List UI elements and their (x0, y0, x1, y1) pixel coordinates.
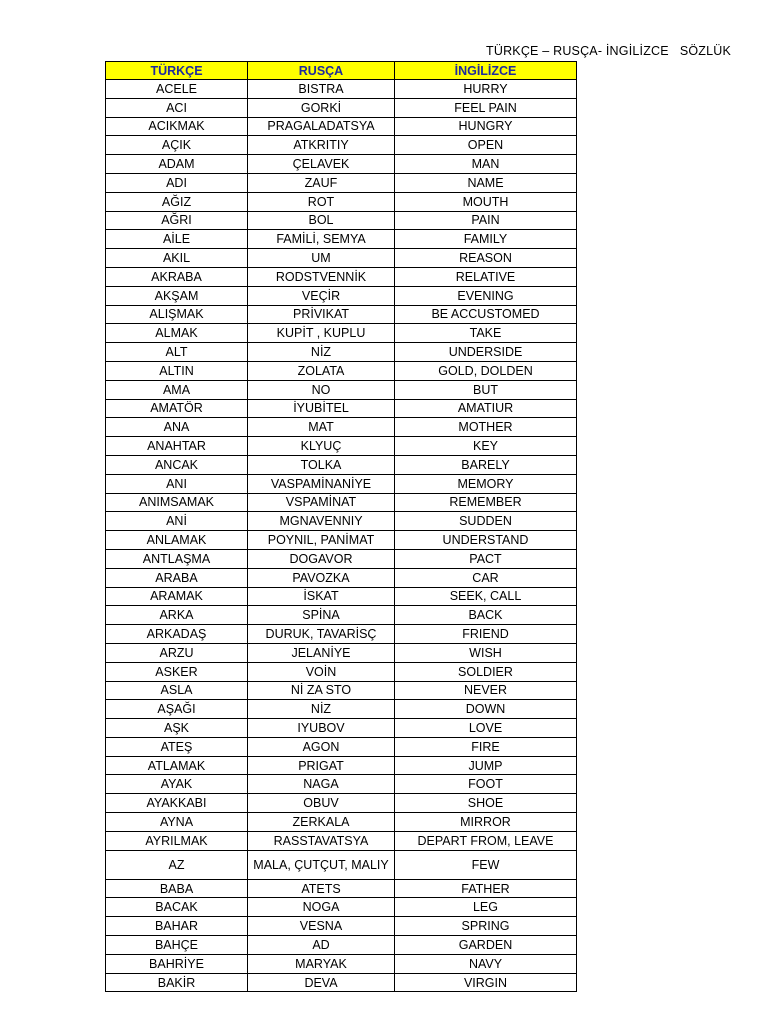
english-cell: BACK (395, 606, 577, 625)
turkish-cell: ASLA (106, 681, 248, 700)
turkish-cell: AŞK (106, 719, 248, 738)
table-row (106, 136, 577, 155)
russian-cell: GORKİ (248, 98, 395, 117)
table-row (106, 155, 577, 174)
english-cell: LOVE (395, 719, 577, 738)
english-cell: NAME (395, 173, 577, 192)
russian-cell: NİZ (248, 343, 395, 362)
english-cell: FATHER (395, 879, 577, 898)
turkish-cell: AZ (106, 850, 248, 879)
turkish-cell: BAKİR (106, 973, 248, 992)
table-row (106, 286, 577, 305)
russian-cell: IYUBOV (248, 719, 395, 738)
turkish-cell: AMA (106, 380, 248, 399)
russian-cell: VESNA (248, 917, 395, 936)
turkish-cell: ANA (106, 418, 248, 437)
english-cell: MIRROR (395, 813, 577, 832)
english-cell: BE ACCUSTOMED (395, 305, 577, 324)
table-row (106, 606, 577, 625)
turkish-cell: AKRABA (106, 267, 248, 286)
table-row (106, 756, 577, 775)
english-cell: BUT (395, 380, 577, 399)
table-row (106, 568, 577, 587)
table-row (106, 211, 577, 230)
english-cell: MEMORY (395, 474, 577, 493)
turkish-cell: ATEŞ (106, 737, 248, 756)
turkish-cell: ATLAMAK (106, 756, 248, 775)
english-cell: EVENING (395, 286, 577, 305)
turkish-cell: AYRILMAK (106, 831, 248, 850)
turkish-cell: BACAK (106, 898, 248, 917)
english-cell: VIRGIN (395, 973, 577, 992)
table-row (106, 230, 577, 249)
russian-cell: FAMİLİ, SEMYA (248, 230, 395, 249)
table-row (106, 775, 577, 794)
english-cell: SEEK, CALL (395, 587, 577, 606)
russian-cell: VEÇİR (248, 286, 395, 305)
russian-cell: RODSTVENNİK (248, 267, 395, 286)
english-cell: SUDDEN (395, 512, 577, 531)
english-cell: FOOT (395, 775, 577, 794)
english-cell: BARELY (395, 455, 577, 474)
table-row (106, 474, 577, 493)
english-cell: MOTHER (395, 418, 577, 437)
russian-cell: VOİN (248, 662, 395, 681)
russian-cell: NİZ (248, 700, 395, 719)
turkish-cell: BAHAR (106, 917, 248, 936)
table-row (106, 324, 577, 343)
turkish-cell: ALMAK (106, 324, 248, 343)
turkish-cell: ANTLAŞMA (106, 549, 248, 568)
english-cell: PACT (395, 549, 577, 568)
turkish-cell: ACELE (106, 80, 248, 99)
table-row (106, 879, 577, 898)
english-cell: FAMILY (395, 230, 577, 249)
turkish-cell: AKIL (106, 249, 248, 268)
english-cell: CAR (395, 568, 577, 587)
russian-cell: DEVA (248, 973, 395, 992)
russian-cell: MARYAK (248, 954, 395, 973)
turkish-cell: ADAM (106, 155, 248, 174)
table-row (106, 625, 577, 644)
russian-cell: MAT (248, 418, 395, 437)
table-row (106, 80, 577, 99)
russian-cell: AGON (248, 737, 395, 756)
english-cell: DEPART FROM, LEAVE (395, 831, 577, 850)
english-cell: RELATIVE (395, 267, 577, 286)
turkish-cell: AŞAĞI (106, 700, 248, 719)
table-row (106, 117, 577, 136)
turkish-cell: ARKA (106, 606, 248, 625)
table-row (106, 493, 577, 512)
table-row (106, 681, 577, 700)
english-cell: UNDERSIDE (395, 343, 577, 362)
english-cell: SOLDIER (395, 662, 577, 681)
russian-cell: TOLKA (248, 455, 395, 474)
russian-cell: İYUBİTEL (248, 399, 395, 418)
turkish-cell: BAHÇE (106, 936, 248, 955)
turkish-cell: ANI (106, 474, 248, 493)
table-row (106, 549, 577, 568)
english-cell: MAN (395, 155, 577, 174)
table-row (106, 936, 577, 955)
russian-cell: SPİNA (248, 606, 395, 625)
turkish-cell: AÇIK (106, 136, 248, 155)
turkish-cell: AYNA (106, 813, 248, 832)
english-cell: JUMP (395, 756, 577, 775)
table-row (106, 737, 577, 756)
russian-cell: PAVOZKA (248, 568, 395, 587)
russian-cell: ATKRITIY (248, 136, 395, 155)
english-cell: FEEL PAIN (395, 98, 577, 117)
turkish-cell: ASKER (106, 662, 248, 681)
english-cell: NAVY (395, 954, 577, 973)
table-row (106, 719, 577, 738)
table-row (106, 917, 577, 936)
english-cell: OPEN (395, 136, 577, 155)
turkish-cell: AİLE (106, 230, 248, 249)
table-row (106, 418, 577, 437)
turkish-cell: ANCAK (106, 455, 248, 474)
turkish-cell: ADI (106, 173, 248, 192)
table-row (106, 813, 577, 832)
table-row (106, 794, 577, 813)
table-row (106, 267, 577, 286)
turkish-cell: ARKADAŞ (106, 625, 248, 644)
english-cell: FRIEND (395, 625, 577, 644)
turkish-cell: ALIŞMAK (106, 305, 248, 324)
russian-cell: KUPİT , KUPLU (248, 324, 395, 343)
table-row (106, 643, 577, 662)
table-row (106, 700, 577, 719)
russian-cell: DOGAVOR (248, 549, 395, 568)
table-row (106, 973, 577, 992)
turkish-cell: BAHRİYE (106, 954, 248, 973)
russian-cell: KLYUÇ (248, 437, 395, 456)
table-body (106, 80, 577, 992)
english-cell: WISH (395, 643, 577, 662)
table-row (106, 531, 577, 550)
english-cell: AMATIUR (395, 399, 577, 418)
table-row (106, 850, 577, 879)
russian-cell: ROT (248, 192, 395, 211)
english-cell: DOWN (395, 700, 577, 719)
turkish-cell: ALT (106, 343, 248, 362)
english-cell: HURRY (395, 80, 577, 99)
table-row (106, 305, 577, 324)
turkish-cell: ARZU (106, 643, 248, 662)
header-russian: RUSÇA (248, 62, 395, 80)
russian-cell: OBUV (248, 794, 395, 813)
table-row (106, 954, 577, 973)
english-cell: PAIN (395, 211, 577, 230)
russian-cell: JELANİYE (248, 643, 395, 662)
table-row (106, 455, 577, 474)
turkish-cell: ARABA (106, 568, 248, 587)
table-row (106, 361, 577, 380)
english-cell: UNDERSTAND (395, 531, 577, 550)
russian-cell: MALA, ÇUTÇUT, MALIY (248, 850, 395, 879)
russian-cell: VASPAMİNANİYE (248, 474, 395, 493)
english-cell: TAKE (395, 324, 577, 343)
english-cell: KEY (395, 437, 577, 456)
russian-cell: BOL (248, 211, 395, 230)
document-title: TÜRKÇE – RUSÇA- İNGİLİZCE SÖZLÜK (486, 44, 732, 58)
russian-cell: ZERKALA (248, 813, 395, 832)
russian-cell: NO (248, 380, 395, 399)
table-row (106, 898, 577, 917)
english-cell: GOLD, DOLDEN (395, 361, 577, 380)
header-turkish: TÜRKÇE (106, 62, 248, 80)
table-row (106, 662, 577, 681)
table-row (106, 173, 577, 192)
turkish-cell: ACIKMAK (106, 117, 248, 136)
russian-cell: ATETS (248, 879, 395, 898)
turkish-cell: ANİ (106, 512, 248, 531)
table-row (106, 380, 577, 399)
english-cell: FEW (395, 850, 577, 879)
turkish-cell: AYAKKABI (106, 794, 248, 813)
turkish-cell: AĞIZ (106, 192, 248, 211)
russian-cell: ZAUF (248, 173, 395, 192)
turkish-cell: ALTIN (106, 361, 248, 380)
table-row (106, 192, 577, 211)
turkish-cell: AKŞAM (106, 286, 248, 305)
russian-cell: POYNIL, PANİMAT (248, 531, 395, 550)
table-row (106, 512, 577, 531)
turkish-cell: AMATÖR (106, 399, 248, 418)
table-row (106, 343, 577, 362)
english-cell: MOUTH (395, 192, 577, 211)
russian-cell: PRIGAT (248, 756, 395, 775)
turkish-cell: ACI (106, 98, 248, 117)
russian-cell: RASSTAVATSYA (248, 831, 395, 850)
header-english: İNGİLİZCE (395, 62, 577, 80)
russian-cell: BISTRA (248, 80, 395, 99)
english-cell: REASON (395, 249, 577, 268)
turkish-cell: ANIMSAMAK (106, 493, 248, 512)
turkish-cell: ARAMAK (106, 587, 248, 606)
english-cell: NEVER (395, 681, 577, 700)
table-header-row (106, 62, 577, 80)
russian-cell: UM (248, 249, 395, 268)
table-row (106, 249, 577, 268)
table-row (106, 587, 577, 606)
russian-cell: Nİ ZA STO (248, 681, 395, 700)
turkish-cell: AYAK (106, 775, 248, 794)
russian-cell: ÇELAVEK (248, 155, 395, 174)
english-cell: SHOE (395, 794, 577, 813)
english-cell: FIRE (395, 737, 577, 756)
russian-cell: MGNAVENNIY (248, 512, 395, 531)
russian-cell: NOGA (248, 898, 395, 917)
russian-cell: NAGA (248, 775, 395, 794)
english-cell: HUNGRY (395, 117, 577, 136)
table-row (106, 437, 577, 456)
english-cell: REMEMBER (395, 493, 577, 512)
table-row (106, 98, 577, 117)
russian-cell: ZOLATA (248, 361, 395, 380)
english-cell: LEG (395, 898, 577, 917)
turkish-cell: AĞRI (106, 211, 248, 230)
table-row (106, 399, 577, 418)
russian-cell: PRAGALADATSYA (248, 117, 395, 136)
english-cell: GARDEN (395, 936, 577, 955)
russian-cell: VSPAMİNAT (248, 493, 395, 512)
russian-cell: DURUK, TAVARİSÇ (248, 625, 395, 644)
russian-cell: İSKAT (248, 587, 395, 606)
turkish-cell: BABA (106, 879, 248, 898)
english-cell: SPRING (395, 917, 577, 936)
turkish-cell: ANAHTAR (106, 437, 248, 456)
russian-cell: AD (248, 936, 395, 955)
turkish-cell: ANLAMAK (106, 531, 248, 550)
table-row (106, 831, 577, 850)
russian-cell: PRİVIKAT (248, 305, 395, 324)
dictionary-table (105, 61, 577, 992)
